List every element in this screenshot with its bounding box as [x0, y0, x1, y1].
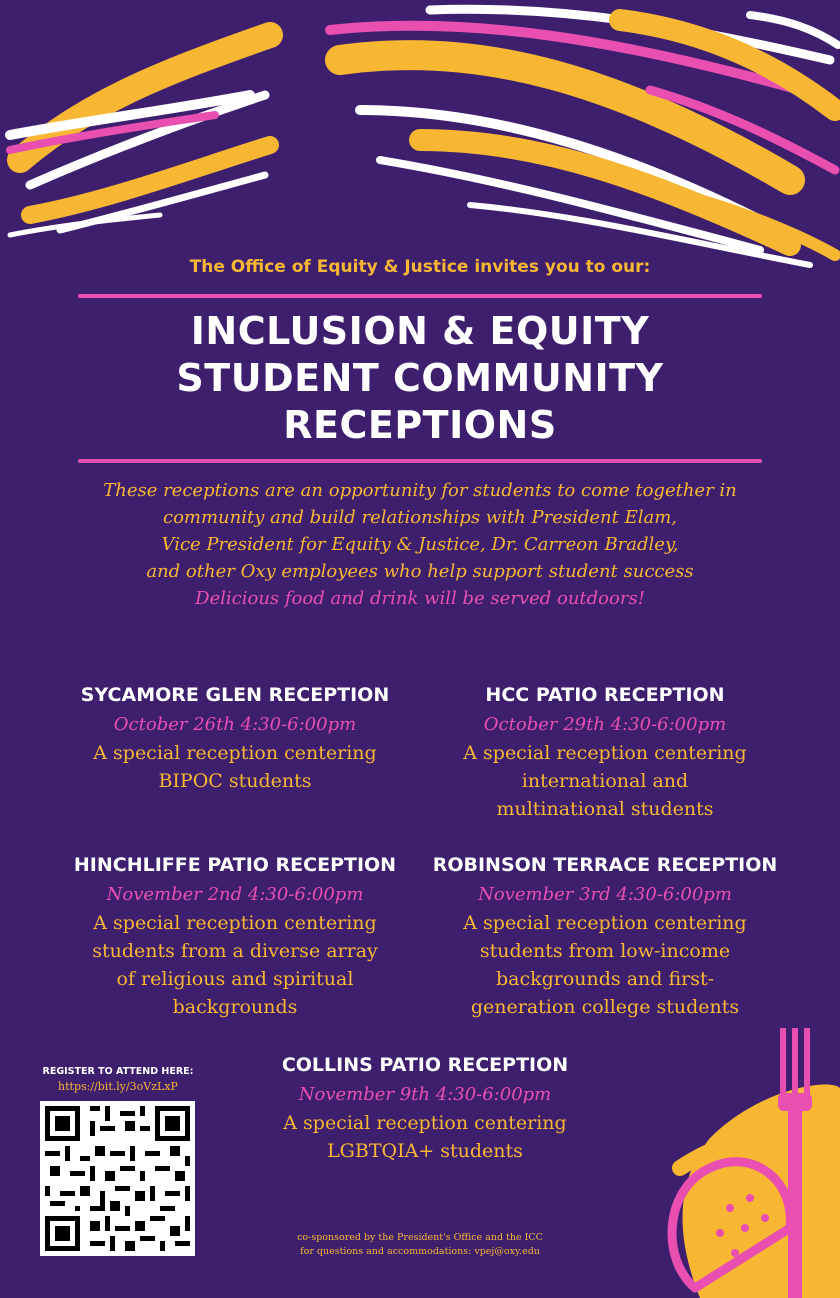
intro-line: community and build relationships with President Elam,	[162, 507, 677, 528]
event-hcc-patio	[420, 680, 790, 823]
description-line: students from low-income	[479, 940, 731, 962]
event-date: November 2nd 4:30-6:00pm	[106, 884, 364, 905]
description-line: A special reception centering	[463, 912, 747, 934]
event-sycamore-glen	[40, 680, 430, 795]
intro-line: and other Oxy employees who help support student success	[146, 561, 694, 582]
description-line: LGBTQIA+ students	[327, 1140, 523, 1162]
intro-highlight: Delicious food and drink will be served outdoors!	[195, 588, 645, 609]
footer-contact: for questions and accommodations: vpej@oxy.edu	[300, 1246, 540, 1257]
description-line: A special reception centering	[93, 912, 377, 934]
description-line: multinational students	[496, 798, 714, 820]
description-line: of religious and spiritual	[116, 968, 354, 990]
register-block	[30, 1065, 206, 1095]
event-date: October 26th 4:30-6:00pm	[113, 714, 357, 735]
title-line: STUDENT COMMUNITY	[176, 356, 664, 400]
event-description	[415, 909, 795, 1021]
description-line: generation college students	[470, 996, 740, 1018]
footer-sponsor: co-sponsored by the President's Office and the ICC	[297, 1232, 543, 1243]
description-line: A special reception centering	[463, 742, 747, 764]
event-name: COLLINS PATIO RECEPTION	[281, 1054, 569, 1076]
brush-stroke-decoration	[0, 0, 840, 290]
event-name: HINCHLIFFE PATIO RECEPTION	[73, 854, 397, 876]
footer	[230, 1231, 610, 1259]
event-name: HCC PATIO RECEPTION	[485, 684, 725, 706]
event-collins-patio	[240, 1050, 610, 1165]
description-line: international and	[521, 770, 689, 792]
description-line: backgrounds and first-	[495, 968, 715, 990]
top-divider	[78, 294, 762, 298]
event-description	[40, 739, 430, 795]
register-link[interactable]: https://bit.ly/3oVzLxP	[58, 1080, 178, 1093]
description-line: A special reception centering	[283, 1112, 567, 1134]
title-line: RECEPTIONS	[283, 403, 557, 447]
intro-line: Vice President for Equity & Justice, Dr. Carreon Bradley,	[161, 534, 679, 555]
fork-and-taco-icon	[640, 1028, 840, 1298]
event-name: ROBINSON TERRACE RECEPTION	[432, 854, 778, 876]
event-date: October 29th 4:30-6:00pm	[483, 714, 727, 735]
event-robinson-terrace	[415, 850, 795, 1021]
page-title	[0, 308, 840, 449]
event-description	[420, 739, 790, 823]
bottom-divider	[78, 459, 762, 463]
intro-line: These receptions are an opportunity for students to come together in	[103, 480, 737, 501]
event-description	[40, 909, 430, 1021]
event-hinchliffe-patio	[40, 850, 430, 1021]
qr-code-icon[interactable]	[40, 1101, 195, 1256]
description-line: BIPOC students	[158, 770, 312, 792]
intro-paragraph	[40, 477, 800, 612]
description-line: A special reception centering	[93, 742, 377, 764]
event-date: November 9th 4:30-6:00pm	[298, 1084, 552, 1105]
register-label: REGISTER TO ATTEND HERE:	[42, 1066, 194, 1077]
title-line: INCLUSION & EQUITY	[190, 309, 650, 353]
event-description	[240, 1109, 610, 1165]
event-date: November 3rd 4:30-6:00pm	[478, 884, 732, 905]
description-line: students from a diverse array	[92, 940, 378, 962]
invite-line: The Office of Equity & Justice invites you to our:	[189, 257, 651, 277]
description-line: backgrounds	[172, 996, 298, 1018]
event-name: SYCAMORE GLEN RECEPTION	[80, 684, 390, 706]
